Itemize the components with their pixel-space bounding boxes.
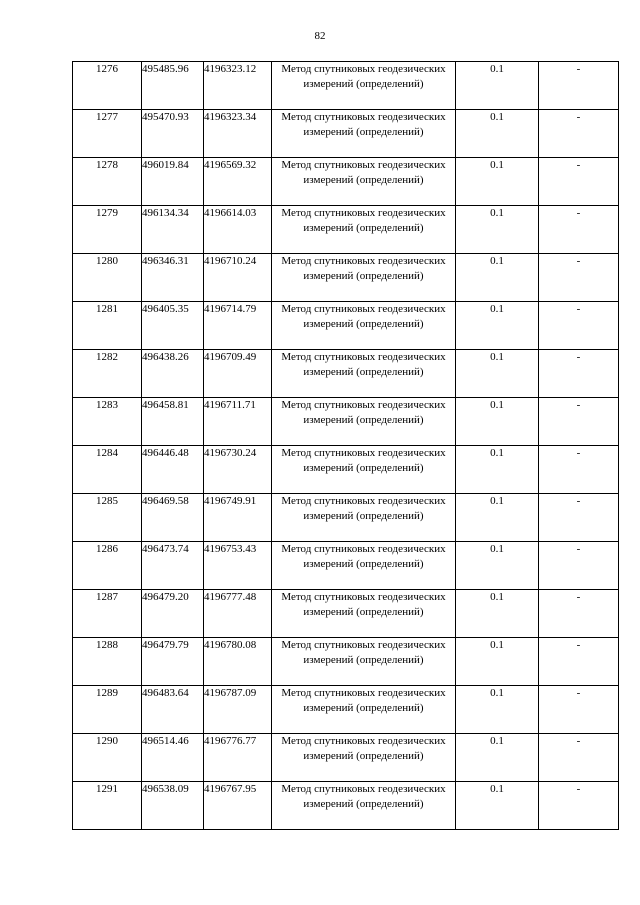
coordinates-table [72,61,619,830]
method-cell: Метод спутниковых геодезических измерений (определений) [272,734,456,782]
point-number-cell: 1284 [73,446,142,494]
method-cell: Метод спутниковых геодезических измерений (определений) [272,686,456,734]
note-cell: - [539,542,619,590]
method-cell: Метод спутниковых геодезических измерений (определений) [272,206,456,254]
page-number: 82 [314,30,326,42]
x-coordinate-cell: 496134.34 [142,206,204,254]
table-row [73,398,619,446]
y-coordinate-cell: 4196787.09 [204,686,272,734]
x-coordinate-cell: 496483.64 [142,686,204,734]
point-number-cell: 1290 [73,734,142,782]
point-number-cell: 1279 [73,206,142,254]
method-cell: Метод спутниковых геодезических измерений (определений) [272,62,456,110]
accuracy-cell: 0.1 [456,782,539,830]
x-coordinate-cell: 496405.35 [142,302,204,350]
table-row [73,686,619,734]
y-coordinate-cell: 4196730.24 [204,446,272,494]
table-row [73,494,619,542]
accuracy-cell: 0.1 [456,206,539,254]
accuracy-cell: 0.1 [456,542,539,590]
x-coordinate-cell: 496469.58 [142,494,204,542]
y-coordinate-cell: 4196614.03 [204,206,272,254]
x-coordinate-cell: 496438.26 [142,350,204,398]
note-cell: - [539,158,619,206]
table-row [73,446,619,494]
method-cell: Метод спутниковых геодезических измерений (определений) [272,254,456,302]
note-cell: - [539,782,619,830]
x-coordinate-cell: 496019.84 [142,158,204,206]
point-number-cell: 1285 [73,494,142,542]
method-cell: Метод спутниковых геодезических измерений (определений) [272,158,456,206]
note-cell: - [539,110,619,158]
point-number-cell: 1281 [73,302,142,350]
point-number-cell: 1283 [73,398,142,446]
y-coordinate-cell: 4196569.32 [204,158,272,206]
note-cell: - [539,590,619,638]
point-number-cell: 1287 [73,590,142,638]
x-coordinate-cell: 496479.79 [142,638,204,686]
accuracy-cell: 0.1 [456,494,539,542]
method-cell: Метод спутниковых геодезических измерений (определений) [272,398,456,446]
note-cell: - [539,686,619,734]
point-number-cell: 1289 [73,686,142,734]
accuracy-cell: 0.1 [456,110,539,158]
method-cell: Метод спутниковых геодезических измерений (определений) [272,302,456,350]
y-coordinate-cell: 4196753.43 [204,542,272,590]
x-coordinate-cell: 496538.09 [142,782,204,830]
point-number-cell: 1277 [73,110,142,158]
x-coordinate-cell: 496479.20 [142,590,204,638]
method-cell: Метод спутниковых геодезических измерений (определений) [272,782,456,830]
y-coordinate-cell: 4196780.08 [204,638,272,686]
accuracy-cell: 0.1 [456,254,539,302]
point-number-cell: 1278 [73,158,142,206]
y-coordinate-cell: 4196749.91 [204,494,272,542]
accuracy-cell: 0.1 [456,590,539,638]
method-cell: Метод спутниковых геодезических измерений (определений) [272,494,456,542]
accuracy-cell: 0.1 [456,62,539,110]
point-number-cell: 1288 [73,638,142,686]
accuracy-cell: 0.1 [456,638,539,686]
point-number-cell: 1280 [73,254,142,302]
x-coordinate-cell: 495485.96 [142,62,204,110]
accuracy-cell: 0.1 [456,302,539,350]
x-coordinate-cell: 495470.93 [142,110,204,158]
y-coordinate-cell: 4196776.77 [204,734,272,782]
x-coordinate-cell: 496514.46 [142,734,204,782]
method-cell: Метод спутниковых геодезических измерений (определений) [272,350,456,398]
note-cell: - [539,302,619,350]
table-row [73,734,619,782]
note-cell: - [539,206,619,254]
accuracy-cell: 0.1 [456,398,539,446]
method-cell: Метод спутниковых геодезических измерений (определений) [272,638,456,686]
table-row [73,590,619,638]
table-row [73,638,619,686]
table-row [73,302,619,350]
y-coordinate-cell: 4196767.95 [204,782,272,830]
point-number-cell: 1291 [73,782,142,830]
method-cell: Метод спутниковых геодезических измерений (определений) [272,542,456,590]
x-coordinate-cell: 496473.74 [142,542,204,590]
y-coordinate-cell: 4196777.48 [204,590,272,638]
table-row [73,782,619,830]
note-cell: - [539,350,619,398]
accuracy-cell: 0.1 [456,734,539,782]
table-row [73,542,619,590]
note-cell: - [539,446,619,494]
y-coordinate-cell: 4196711.71 [204,398,272,446]
point-number-cell: 1282 [73,350,142,398]
x-coordinate-cell: 496458.81 [142,398,204,446]
accuracy-cell: 0.1 [456,446,539,494]
note-cell: - [539,734,619,782]
table-row [73,110,619,158]
table-row [73,350,619,398]
table-row [73,62,619,110]
note-cell: - [539,254,619,302]
method-cell: Метод спутниковых геодезических измерений (определений) [272,110,456,158]
note-cell: - [539,494,619,542]
note-cell: - [539,398,619,446]
table-row [73,158,619,206]
method-cell: Метод спутниковых геодезических измерений (определений) [272,446,456,494]
note-cell: - [539,638,619,686]
method-cell: Метод спутниковых геодезических измерений (определений) [272,590,456,638]
table-row [73,254,619,302]
y-coordinate-cell: 4196323.12 [204,62,272,110]
note-cell: - [539,62,619,110]
table-row [73,206,619,254]
coordinates-table-body [73,62,619,830]
accuracy-cell: 0.1 [456,350,539,398]
point-number-cell: 1276 [73,62,142,110]
x-coordinate-cell: 496446.48 [142,446,204,494]
x-coordinate-cell: 496346.31 [142,254,204,302]
accuracy-cell: 0.1 [456,686,539,734]
accuracy-cell: 0.1 [456,158,539,206]
y-coordinate-cell: 4196709.49 [204,350,272,398]
point-number-cell: 1286 [73,542,142,590]
y-coordinate-cell: 4196323.34 [204,110,272,158]
y-coordinate-cell: 4196714.79 [204,302,272,350]
y-coordinate-cell: 4196710.24 [204,254,272,302]
